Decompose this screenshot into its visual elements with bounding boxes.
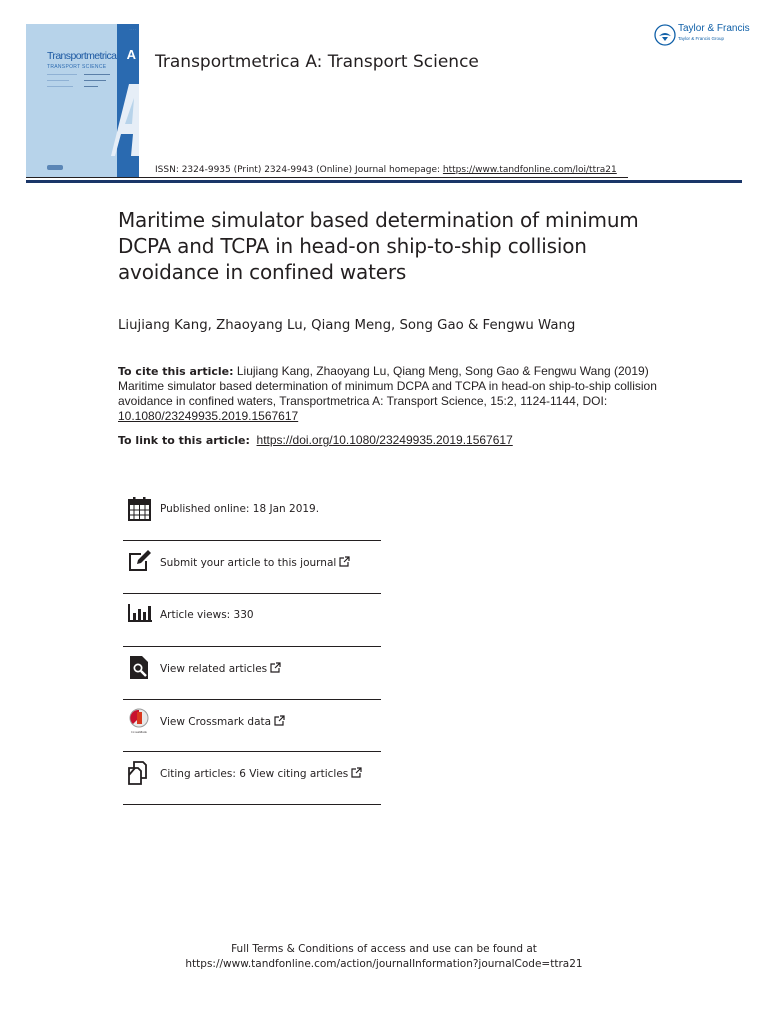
issn-line: [155, 165, 617, 175]
info-divider: [123, 646, 381, 647]
cover-text-line: [47, 86, 73, 87]
cover-journal-title: Transportmetrica: [47, 50, 117, 62]
journal-homepage-link[interactable]: https://www.tandfonline.com/loi/ttra21: [442, 165, 617, 175]
publisher-group: Taylor & Francis Group: [678, 36, 725, 41]
edit-icon: [127, 549, 153, 575]
external-link-icon: [339, 556, 350, 567]
journal-cover-image: [26, 24, 139, 177]
article-views-text: Article views: 330: [160, 609, 254, 621]
external-link-icon: [270, 662, 281, 673]
citation-doi-link[interactable]: 10.1080/23249935.2019.1567617: [118, 409, 299, 423]
crossmark-link[interactable]: [160, 715, 285, 728]
terms-footer: [0, 942, 768, 972]
cover-text-line: [84, 86, 98, 87]
publisher-logo: [654, 22, 750, 48]
bar-chart-icon: [127, 602, 153, 628]
cover-issn-mark: · · · ·: [129, 27, 136, 31]
article-title: Maritime simulator based determination of minimum DCPA and TCPA in head-on ship-to-ship collision avoidance in confined waters: [118, 208, 639, 284]
cover-text-line: [84, 80, 106, 81]
submit-article-link[interactable]: [160, 556, 350, 569]
header-rule: [26, 180, 742, 183]
citation-text: Liujiang Kang, Zhaoyang Lu, Qiang Meng, Song Gao & Fengwu Wang (2019) Maritime simulator based determination of minimum DCPA and TCPA in head-on ship-to-ship collision avoidance in confined waters, Transportmetrica A: Transport Science, 15:2, 1124-1144, DOI:: [118, 364, 657, 408]
crossmark-icon-label: CrossMark: [131, 730, 147, 734]
citation-block: [118, 364, 658, 424]
crossmark-label: View Crossmark data: [160, 716, 272, 728]
terms-footer-url[interactable]: https://www.tandfonline.com/action/journalInformation?journalCode=ttra21: [185, 958, 583, 970]
cover-text-line: [47, 74, 77, 75]
article-authors: Liujiang Kang, Zhaoyang Lu, Qiang Meng, Song Gao & Fengwu Wang: [118, 318, 576, 333]
info-divider: [123, 751, 381, 752]
article-link-label: To link to this article:: [118, 434, 250, 447]
external-link-icon: [274, 715, 285, 726]
header-divider: [26, 177, 628, 178]
publisher-logo-icon: [654, 24, 676, 46]
published-online-text: Published online: 18 Jan 2019.: [160, 503, 320, 515]
citing-articles-link[interactable]: [160, 767, 362, 780]
info-divider: [123, 540, 381, 541]
article-doi-link[interactable]: https://doi.org/10.1080/23249935.2019.1567617: [256, 433, 513, 447]
crossmark-icon: [127, 708, 153, 734]
external-link-icon: [351, 767, 362, 778]
search-document-icon: [127, 655, 153, 681]
issn-text: ISSN: 2324-9935 (Print) 2324-9943 (Online) Journal homepage:: [155, 165, 443, 175]
publisher-name: Taylor & Francis: [678, 23, 750, 34]
info-divider: [123, 593, 381, 594]
terms-footer-text: Full Terms & Conditions of access and use can be found at: [231, 943, 537, 955]
cover-publisher-logo: [47, 165, 63, 170]
crossmark-row[interactable]: [123, 708, 381, 760]
info-divider: [123, 804, 381, 805]
submit-article-label: Submit your article to this journal: [160, 557, 337, 569]
related-articles-label: View related articles: [160, 663, 268, 675]
citation-label: To cite this article:: [118, 365, 234, 378]
cover-big-letter-graphic: [111, 84, 139, 156]
article-link-line: [118, 433, 513, 447]
cover-text-line: [47, 80, 69, 81]
cover-subtitle: TRANSPORT SCIENCE: [47, 64, 107, 70]
cover-journal-letter: A: [126, 47, 136, 62]
info-divider: [123, 699, 381, 700]
calendar-icon: [127, 496, 153, 522]
journal-name: Transportmetrica A: Transport Science: [155, 52, 479, 72]
citing-articles-label: Citing articles: 6 View citing articles: [160, 768, 349, 780]
citing-articles-icon: [127, 760, 153, 786]
related-articles-link[interactable]: [160, 662, 281, 675]
cover-text-line: [84, 74, 110, 75]
